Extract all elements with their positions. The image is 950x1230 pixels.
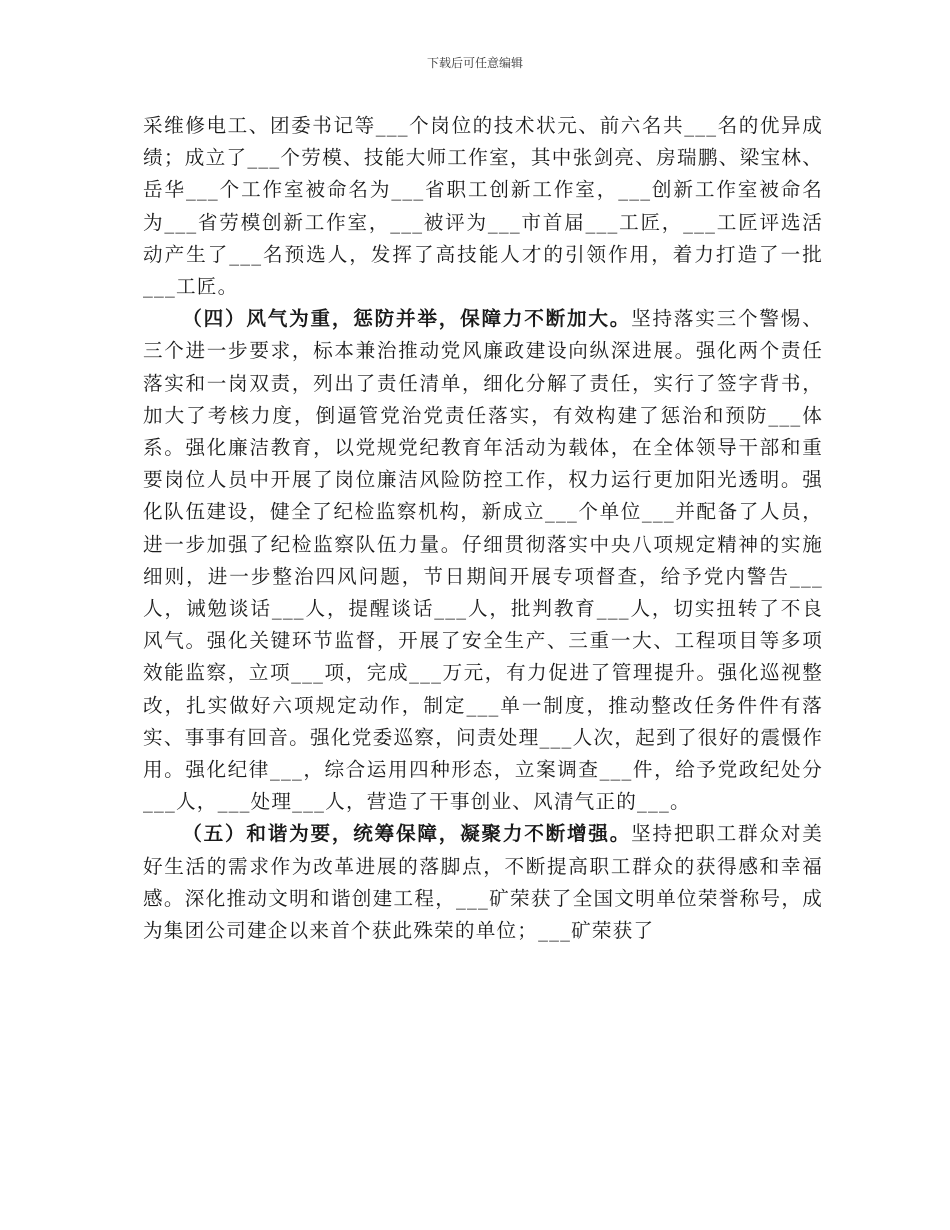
paragraph-3-body: 坚持把职工群众对美好生活的需求作为改革进展的落脚点，不断提高职工群众的获得感和幸福感。深化推动文明和谐创建工程，___矿荣获了全国文明单位荣誉称号，成为集团公司建企以来首个获此殊荣的单位；___矿荣获了: [143, 822, 823, 943]
section-heading-4: （四）风气为重，惩防并举，保障力不断加大。: [182, 307, 632, 331]
paragraph-2-body: 坚持落实三个警惕、三个进一步要求，标本兼治推动党风廉政建设向纵深进展。强化两个责任落实和一岗双责，列出了责任清单，细化分解了责任，实行了签字背书，加大了考核力度，倒逼管党治党责任落实，有效构建了惩治和预防___体系。强化廉洁教育，以党规党纪教育年活动为载体，在全体领导干部和重要岗位人员中开展了岗位廉洁风险防控工作，权力运行更加阳光透明。强化队伍建设，健全了纪检监察机构，新成立___个单位___并配备了人员，进一步加强了纪检监察队伍力量。仔细贯彻落实中央八项规定精神的实施细则，进一步整治四风问题，节日期间开展专项督查，给予党内警告___人，诫勉谈话___人，提醒谈话___人，批判教育___人，切实扭转了不良风气。强化关键环节监督，开展了安全生产、三重一大、工程项目等多项效能监察，立项___项，完成___万元，有力促进了管理提升。强化巡视整改，扎实做好六项规定动作，制定___单一制度，推动整改任务件件有落实、事事有回音。强化党委巡察，问责处理___人次，起到了很好的震慑作用。强化纪律___，综合运用四种形态，立案调查___件，给予党政纪处分___人，___处理___人，营造了干事创业、风清气正的___。: [143, 307, 823, 814]
paragraph-3: [143, 818, 823, 947]
paragraph-2: [143, 303, 823, 818]
section-heading-5: （五）和谐为要，统筹保障，凝聚力不断增强。: [182, 822, 632, 846]
paragraph-1: 采维修电工、团委书记等___个岗位的技术状元、前六名共___名的优异成绩；成立了___个劳模、技能大师工作室，其中张剑亮、房瑞鹏、梁宝林、岳华___个工作室被命名为___省职工创新工作室，___创新工作室被命名为___省劳模创新工作室，___被评为___市首届___工匠，___工匠评选活动产生了___名预选人，发挥了高技能人才的引领作用，着力打造了一批___工匠。: [143, 114, 823, 299]
page-header: 下载后可任意编辑: [426, 56, 523, 70]
document-body: [143, 110, 823, 947]
